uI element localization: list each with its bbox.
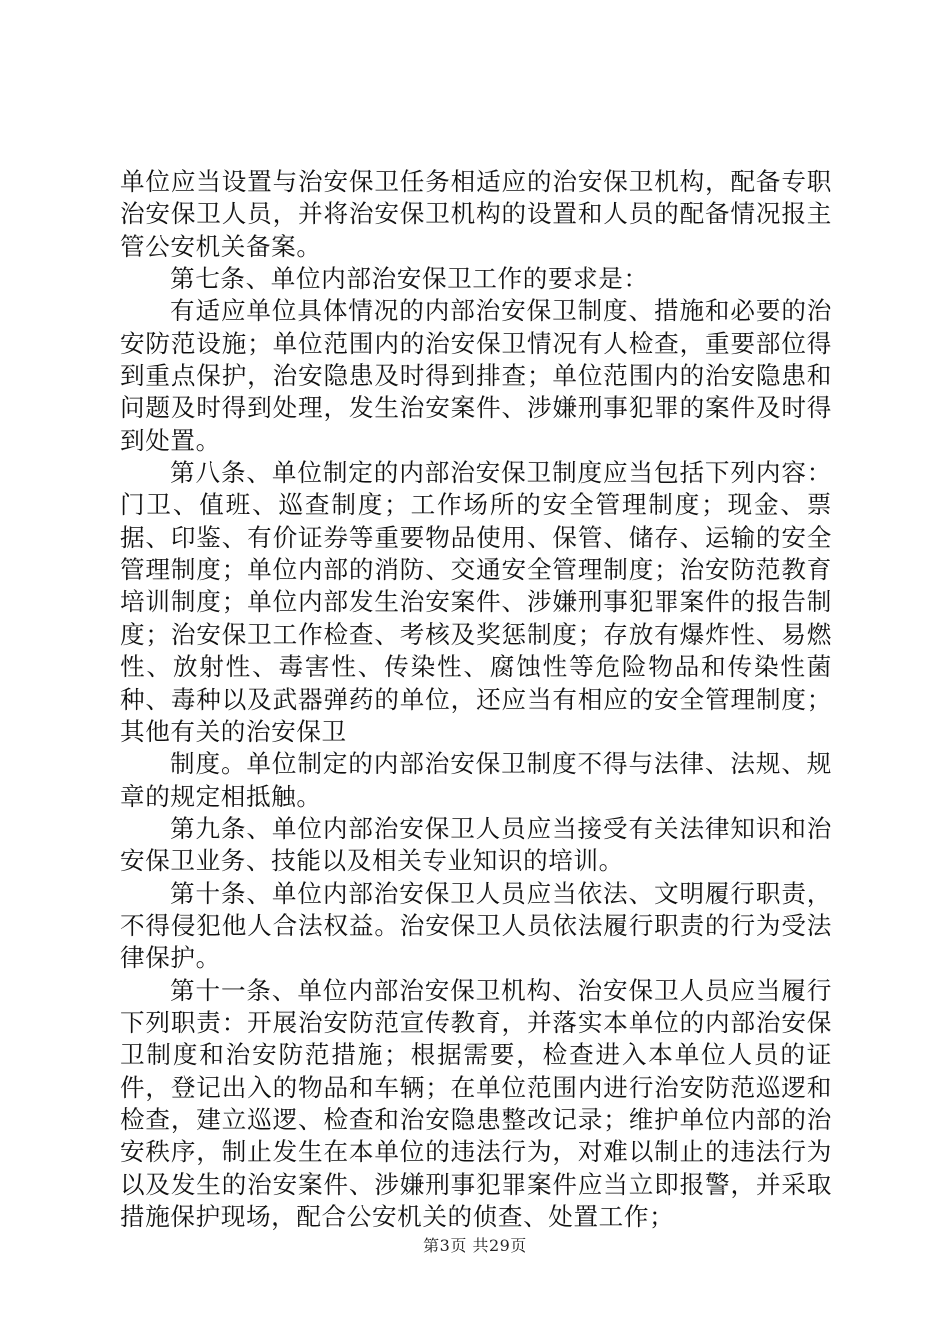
paragraph-article-8-continued: 制度。单位制定的内部治安保卫制度不得与法律、法规、规章的规定相抵触。 xyxy=(120,749,832,811)
document-body xyxy=(120,166,832,1233)
paragraph-article-11: 第十一条、单位内部治安保卫机构、治安保卫人员应当履行下列职责：开展治安防范宣传教育，并落实本单位的内部治安保卫制度和治安防范措施；根据需要，检查进入本单位人员的证件，登记出入的物品和车辆；在单位范围内进行治安防范巡逻和检查，建立巡逻、检查和治安隐患整改记录；维护单位内部的治安秩序，制止发生在本单位的违法行为，对难以制止的违法行为以及发生的治安案件、涉嫌刑事犯罪案件应当立即报警，并采取措施保护现场，配合公安机关的侦查、处置工作； xyxy=(120,975,832,1231)
paragraph-article-10: 第十条、单位内部治安保卫人员应当依法、文明履行职责，不得侵犯他人合法权益。治安保卫人员依法履行职责的行为受法律保护。 xyxy=(120,878,832,973)
paragraph-article-7: 第七条、单位内部治安保卫工作的要求是： xyxy=(170,264,649,294)
paragraph-article-7-requirements: 有适应单位具体情况的内部治安保卫制度、措施和必要的治安防范设施；单位范围内的治安保卫情况有人检查，重要部位得到重点保护，治安隐患及时得到排查；单位范围内的治安隐患和问题及时得到处理，发生治安案件、涉嫌刑事犯罪的案件及时得到处置。 xyxy=(120,296,832,455)
paragraph-intro: 单位应当设置与治安保卫任务相适应的治安保卫机构，配备专职治安保卫人员，并将治安保卫机构的设置和人员的配备情况报主管公安机关备案。 xyxy=(120,167,832,261)
paragraph-article-8: 第八条、单位制定的内部治安保卫制度应当包括下列内容：门卫、值班、巡查制度；工作场所的安全管理制度；现金、票据、印鉴、有价证券等重要物品使用、保管、储存、运输的安全管理制度；单位内部的消防、交通安全管理制度；治安防范教育培训制度；单位内部发生治安案件、涉嫌刑事犯罪案件的报告制度；治安保卫工作检查、考核及奖惩制度；存放有爆炸性、易燃性、放射性、毒害性、传染性、腐蚀性等危险物品和传染性菌种、毒种以及武器弹药的单位，还应当有相应的安全管理制度；其他有关的治安保卫 xyxy=(120,458,832,746)
page-number-footer: 第3页 共29页 xyxy=(423,1236,527,1255)
paragraph-article-9: 第九条、单位内部治安保卫人员应当接受有关法律知识和治安保卫业务、技能以及相关专业知识的培训。 xyxy=(120,813,832,876)
